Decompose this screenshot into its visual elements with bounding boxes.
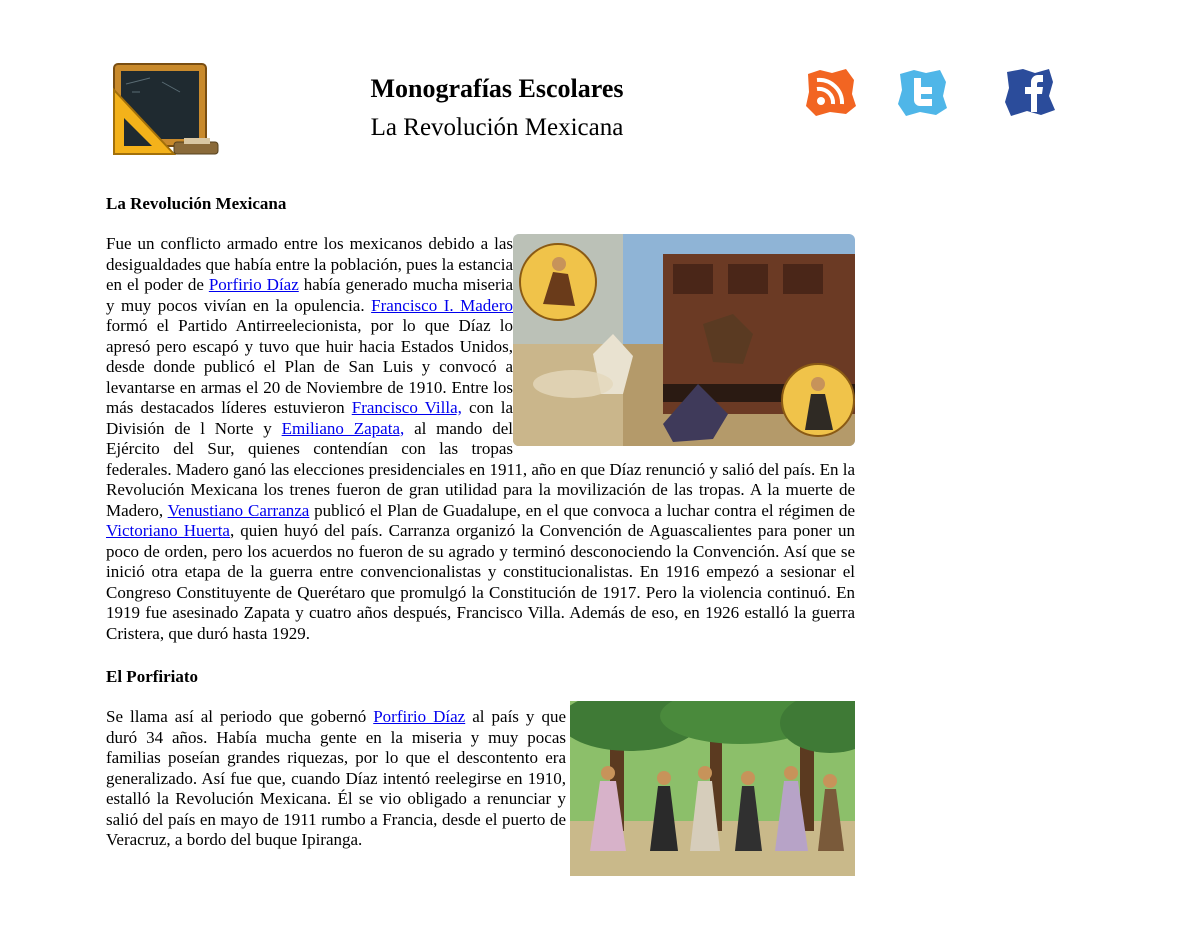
paragraph-text: formó el Partido Antirreelecionista, por lo que Díaz lo apresó pero escapó y tuvo que huir hacia Estados Unidos, desde donde publicó el Plan de San Luis y convocó a levantarse en armas el 20 de Noviembre de 1910. Entre los más destacados líderes estuvieron bbox=[106, 316, 513, 417]
paragraph-text: al mando del Ejército del Sur, quienes contendían con las tropas federales. Madero ganó las elecciones presidenciales en 1911, año en que Díaz renunció y salió del país. En la Revolución Mexicana los trenes fueron de gran utilidad para la movilización de las tropas. A la muerte de Madero, bbox=[106, 418, 855, 520]
page-subtitle: La Revolución Mexicana bbox=[370, 114, 624, 141]
link-emiliano-zapata[interactable]: Emiliano Zapata, bbox=[281, 418, 405, 438]
article-content bbox=[106, 192, 855, 878]
twitter-button[interactable] bbox=[894, 66, 950, 118]
paragraph-text: , quien huyó del país. Carranza organizó la Convención de Aguascalientes para poner un poco de orden, pero los acuerdos no fueron de su agrado y terminó desconociendo la Convención. Así que se inició otra etapa de la guerra entre convencionalistas y constitucionalistas. En 1916 empezó a sesionar el Congreso Constituyente de Querétaro que promulgó la Constitución de 1917. Pero la violencia continuó. En 1919 fue asesinado Zapata y cuatro años después, Francisco Villa. Además de eso, en 1926 estalló la guerra Cristera, que duró hasta 1929. bbox=[106, 521, 855, 643]
link-victoriano-huerta[interactable]: Victoriano Huerta bbox=[106, 521, 230, 540]
revolution-scene-image bbox=[513, 234, 855, 446]
section-heading-revolucion: La Revolución Mexicana bbox=[106, 194, 287, 213]
porfiriato-scene-image bbox=[570, 701, 855, 876]
paragraph-text: al país y que duró 34 años. Había mucha gente en la miseria y muy pocas familias poseían grandes riquezas, por lo que el descontento era generalizado. Así fue que, cuando Díaz intentó reelegirse en 1910, estalló la Revolución Mexicana. Él se vio obligado a renunciar y salió del país en mayo de 1911 rumbo a Francia, desde el puerto de Veracruz, a bordo del buque Ipiranga. bbox=[106, 707, 566, 849]
paragraph-text: Se llama así al periodo que gobernó bbox=[106, 707, 374, 726]
paragraph-text: con la División de l Norte y bbox=[106, 398, 513, 438]
link-porfirio-diaz-2[interactable]: Porfirio Díaz bbox=[373, 707, 466, 726]
chalkboard-icon bbox=[110, 62, 226, 160]
link-francisco-madero[interactable]: Francisco I. Madero bbox=[371, 295, 513, 315]
rss-button[interactable] bbox=[802, 66, 858, 118]
paragraph-text: Fue un conflicto armado entre los mexicanos debido a las desigualdades que había entre la población, pues la estancia en el poder de bbox=[106, 234, 513, 294]
link-venustiano-carranza[interactable]: Venustiano Carranza bbox=[167, 500, 310, 520]
site-title: Monografías Escolares bbox=[370, 74, 624, 103]
link-porfirio-diaz[interactable]: Porfirio Díaz bbox=[208, 275, 299, 294]
rss-icon bbox=[802, 66, 858, 118]
facebook-button[interactable] bbox=[1001, 66, 1057, 118]
paragraph-text: había generado mucha miseria y muy pocos vivían en la opulencia. bbox=[106, 275, 513, 315]
revolution-illustration bbox=[513, 234, 855, 446]
chalkboard-logo bbox=[110, 62, 226, 160]
link-francisco-villa[interactable]: Francisco Villa, bbox=[351, 398, 462, 417]
section-heading-porfiriato: El Porfiriato bbox=[106, 667, 199, 686]
facebook-icon bbox=[1001, 66, 1057, 118]
porfiriato-illustration bbox=[570, 701, 855, 876]
paragraph-text: publicó el Plan de Guadalupe, en el que convoca a luchar contra el régimen de bbox=[309, 500, 856, 520]
twitter-icon bbox=[894, 66, 950, 118]
